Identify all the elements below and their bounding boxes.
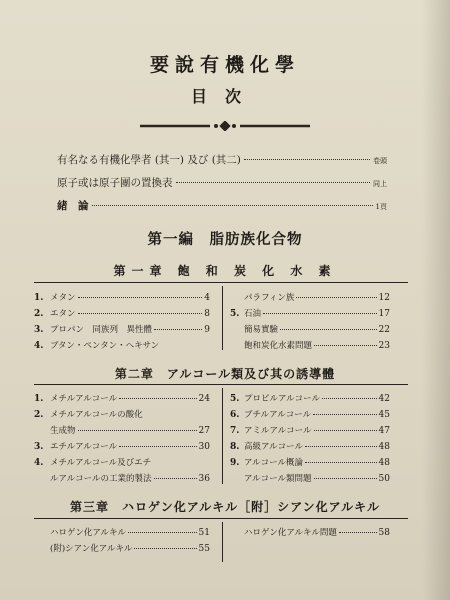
entry-page: 同上 <box>373 180 387 188</box>
chapter-3-title: 第三章 ハロゲン化アルキル［附］シアン化アルキル <box>69 500 381 514</box>
entry-page: 50 <box>378 474 390 484</box>
chapter-3-top-rule <box>34 518 408 519</box>
toc-entry[interactable] <box>230 323 390 335</box>
leader-dots <box>78 313 203 314</box>
entry-number: 5. <box>230 309 240 319</box>
toc-entry[interactable] <box>230 526 390 538</box>
entry-page: 48 <box>378 458 390 468</box>
entry-page: 22 <box>378 325 390 335</box>
entry-label: エタン <box>50 309 76 319</box>
entry-page: 58 <box>378 528 390 538</box>
leader-dots <box>154 478 197 479</box>
toc-entry[interactable] <box>230 307 390 319</box>
entry-page: 17 <box>378 309 390 319</box>
entry-number: 4. <box>34 458 44 468</box>
entry-number: 2. <box>34 309 44 319</box>
entry-page: 48 <box>378 442 390 452</box>
entry-label: 石油 <box>244 309 262 319</box>
entry-label: ハロゲン化アルキル <box>50 528 126 538</box>
entry-number: 5. <box>230 394 240 404</box>
chapter-1-top-rule <box>34 282 408 283</box>
entry-label: メタン <box>50 293 76 303</box>
entry-page: 卷頭 <box>373 157 387 165</box>
entry-page: 27 <box>198 426 210 436</box>
entry-label: 緒 論 <box>57 200 89 212</box>
chapter-3-column-divider <box>222 522 223 562</box>
entry-number: 8. <box>230 442 240 452</box>
entry-label: ブタン・ペンタン・ヘキサン <box>50 341 160 351</box>
leader-dots <box>244 158 370 160</box>
entry-page: 24 <box>198 394 210 404</box>
entry-page: 12 <box>378 293 390 303</box>
entry-label: メチルアルコール及びエチ <box>50 458 152 468</box>
toc-entry[interactable] <box>34 307 210 319</box>
front-entry-substitution-table[interactable] <box>57 175 387 190</box>
leader-dots <box>280 329 377 330</box>
leader-dots <box>314 345 377 346</box>
chapter-1-title: 第一章 飽 和 炭 化 水 素 <box>113 264 337 278</box>
entry-page: 45 <box>378 410 390 420</box>
chapter-2-title: 第二章 アルコール類及び其の誘導體 <box>114 367 336 381</box>
leader-dots <box>119 398 196 399</box>
entry-label: ブチルアルコール <box>244 410 312 420</box>
toc-entry[interactable] <box>230 472 390 484</box>
entry-page: 36 <box>198 474 210 484</box>
chapter-2-column-divider <box>222 388 223 484</box>
entry-page: 23 <box>378 341 390 351</box>
leader-dots <box>305 462 377 463</box>
entry-label: ルアルコールの工業的製法 <box>50 474 152 484</box>
leader-dots <box>296 297 376 298</box>
part-title: 第一編 脂肪族化合物 <box>147 231 303 248</box>
toc-entry[interactable] <box>34 542 210 554</box>
entry-label: アルコール概論 <box>244 458 303 468</box>
ornament-divider <box>140 121 310 131</box>
entry-number: 1. <box>34 293 44 303</box>
toc-entry[interactable] <box>34 408 210 420</box>
entry-page: 42 <box>378 394 390 404</box>
leader-dots <box>92 204 373 206</box>
toc-entry[interactable] <box>34 291 210 303</box>
entry-page: 51 <box>198 528 210 538</box>
entry-number: 2. <box>34 410 44 420</box>
entry-label: エチルアルコール <box>50 442 118 452</box>
leader-dots <box>134 548 196 549</box>
entry-number: 1. <box>34 394 44 404</box>
toc-entry[interactable] <box>230 424 390 436</box>
chapter-2-top-rule <box>34 384 408 385</box>
contents-heading: 目次 <box>190 87 259 106</box>
entry-page: 55 <box>198 544 210 554</box>
entry-label: 簡易實驗 <box>244 325 279 335</box>
toc-entry[interactable] <box>34 526 210 538</box>
toc-entry[interactable] <box>230 291 390 303</box>
entry-page: 47 <box>378 426 390 436</box>
entry-number: 4. <box>34 341 44 351</box>
entry-label: メチルアルコールの酸化 <box>50 410 143 420</box>
toc-entry[interactable] <box>34 424 210 436</box>
leader-dots <box>176 181 371 183</box>
toc-entry[interactable] <box>230 339 390 351</box>
entry-label: パラフィン族 <box>244 293 295 303</box>
entry-label: アミルアルコール <box>244 426 312 436</box>
entry-page: 9 <box>204 325 210 335</box>
toc-entry[interactable] <box>230 392 390 404</box>
entry-label: アルコール類問題 <box>244 474 312 484</box>
leader-dots <box>119 446 196 447</box>
leader-dots <box>313 414 376 415</box>
chapter-1-column-divider <box>222 286 223 350</box>
leader-dots <box>322 398 377 399</box>
entry-page: 4 <box>204 293 210 303</box>
entry-number: 9. <box>230 458 240 468</box>
entry-page: 1頁 <box>375 203 387 211</box>
toc-entry[interactable] <box>34 392 210 404</box>
toc-entry[interactable] <box>34 339 210 351</box>
entry-number: 6. <box>230 410 240 420</box>
entry-label: (附)シアン化アルキル <box>50 544 133 554</box>
toc-entry[interactable] <box>230 408 390 420</box>
leader-dots <box>314 478 377 479</box>
entry-number: 7. <box>230 426 240 436</box>
toc-entry[interactable] <box>34 440 210 452</box>
toc-entry[interactable] <box>34 323 210 335</box>
entry-label: ハロゲン化アルキル問題 <box>244 528 337 538</box>
leader-dots <box>339 532 377 533</box>
front-entry-introduction[interactable] <box>57 198 387 213</box>
entry-label: 高級アルコール <box>244 442 303 452</box>
leader-dots <box>128 532 197 533</box>
front-entry-chemists[interactable] <box>57 152 387 167</box>
entry-number: 3. <box>34 442 44 452</box>
toc-entry[interactable] <box>34 456 210 468</box>
entry-label: プロパン 同族列 異性體 <box>50 325 153 335</box>
entry-label: 原子或は原子團の置換表 <box>57 177 173 189</box>
toc-entry[interactable] <box>230 456 390 468</box>
leader-dots <box>263 313 377 314</box>
entry-label: 生成物 <box>50 426 76 436</box>
entry-label: 飽和炭化水素問題 <box>244 341 313 351</box>
leader-dots <box>154 329 202 330</box>
leader-dots <box>314 430 377 431</box>
leader-dots <box>78 430 197 431</box>
toc-entry[interactable] <box>230 440 390 452</box>
entry-number: 3. <box>34 325 44 335</box>
toc-entry[interactable] <box>34 472 210 484</box>
entry-page: 8 <box>204 309 210 319</box>
entry-label: プロピルアルコール <box>244 394 320 404</box>
entry-page: 30 <box>198 442 210 452</box>
entry-label: メチルアルコール <box>50 394 118 404</box>
entry-label: 有名なる有機化學者 (其一) 及び (其二) <box>57 154 241 166</box>
leader-dots <box>305 446 377 447</box>
book-title: 要說有機化學 <box>149 54 300 76</box>
leader-dots <box>78 297 203 298</box>
